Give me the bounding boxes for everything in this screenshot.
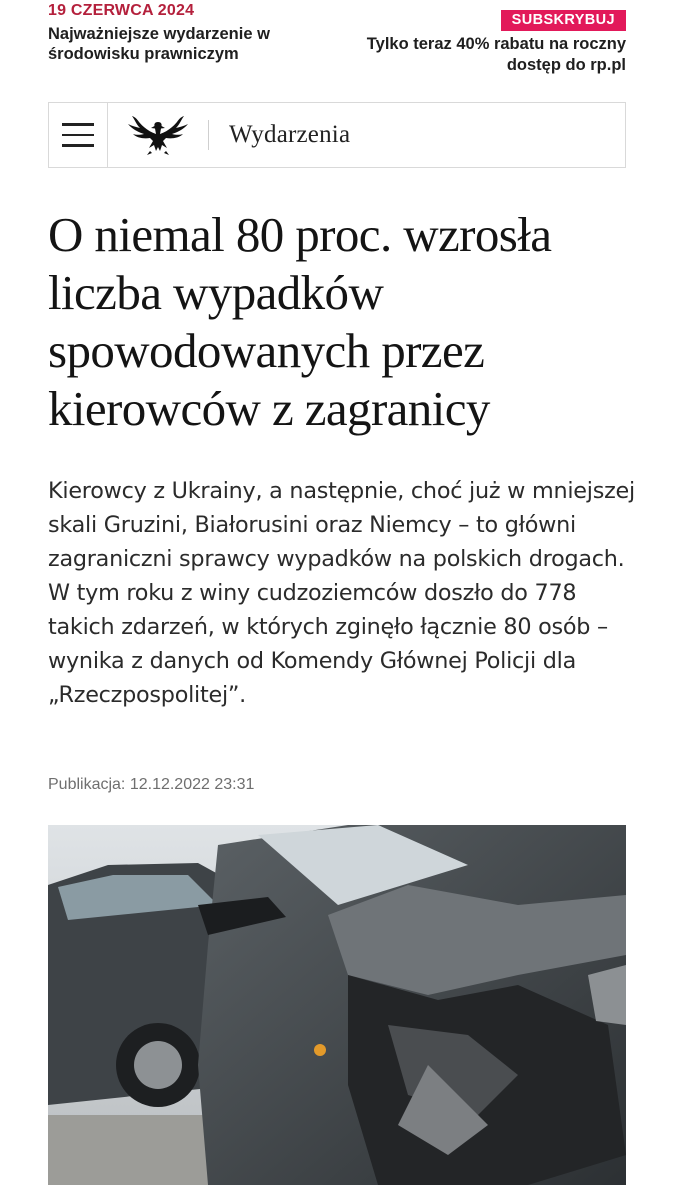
article-photo <box>48 825 626 1185</box>
event-promo[interactable] <box>48 0 308 64</box>
event-date: 19 CZERWCA 2024 <box>48 2 195 19</box>
top-navigation <box>48 102 626 168</box>
nav-divider <box>208 120 209 150</box>
hamburger-menu-icon[interactable] <box>49 103 108 167</box>
eagle-logo-icon[interactable] <box>108 103 208 167</box>
article-lead: Kierowcy z Ukrainy, a następnie, choć już w mniejszej skali Gruzini, Białorusini oraz Niemcy – to główni zagraniczni sprawcy wypadków na polskich drogach. W tym roku z winy cudzoziemców doszło do 778 takich zdarzeń, w których zginęło łącznie 80 osób – wynika z danych od Komendy Głównej Policji dla „Rzeczpospolitej”. <box>48 478 635 708</box>
publication-date: Publikacja: 12.12.2022 23:31 <box>48 776 255 793</box>
subscription-offer[interactable]: Tylko teraz 40% rabatu na roczny dostęp do rp.pl <box>366 35 626 74</box>
promo-banner[interactable] <box>48 0 626 96</box>
event-tagline: Najważniejsze wydarzenie w środowisku prawniczym <box>48 25 270 63</box>
article-title: O niemal 80 proc. wzrosła liczba wypadków spowodowanych przez kierowców z zagranicy <box>48 207 552 436</box>
subscribe-button[interactable]: SUBSKRYBUJ <box>501 10 626 31</box>
section-link[interactable]: Wydarzenia <box>229 121 351 148</box>
subscription-promo <box>326 10 626 76</box>
